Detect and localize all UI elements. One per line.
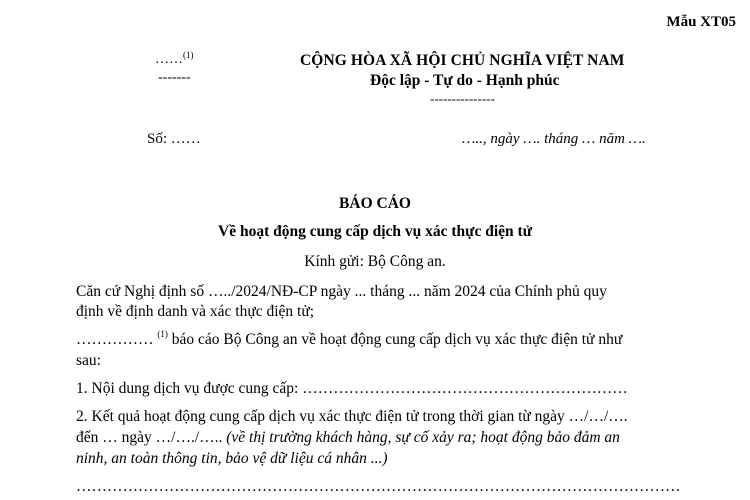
item-2-date-range: đến … ngày …/…./….. [76, 429, 227, 446]
recipient-line: Kính gửi: Bộ Công an. [304, 253, 446, 270]
org-footnote-ref: (1) [183, 50, 194, 60]
item-2-line-1: 2. Kết quả hoạt động cung cấp dịch vụ xác thực điện tử trong thời gian từ ngày …/…/…. [76, 408, 628, 425]
item-2-note-part-1: (về thị trường khách hàng, sự cố xảy ra; hoạt động bảo đảm an [226, 429, 620, 446]
form-code: Mẫu XT05 [666, 14, 736, 30]
report-title: BÁO CÁO [339, 195, 411, 212]
basis-paragraph-line-1: Căn cứ Nghị định số …../2024/NĐ-CP ngày ... tháng ... năm 2024 của Chính phủ quy [76, 283, 607, 300]
report-intro-line-1 [76, 331, 622, 349]
org-placeholder: …… [155, 52, 183, 67]
report-subtitle: Về hoạt động cung cấp dịch vụ xác thực điện tử [218, 223, 532, 240]
fill-in-dots-line: ……………………………………………………………………………………………………… [76, 478, 681, 495]
reporter-footnote-ref: (1) [157, 329, 168, 339]
document-number: Số: …… [147, 131, 201, 147]
motto: Độc lập - Tự do - Hạnh phúc [370, 72, 560, 89]
report-intro-text: báo cáo Bộ Công an về hoạt động cung cấp dịch vụ xác thực điện tử như [167, 331, 623, 348]
item-1-service-content: 1. Nội dung dịch vụ được cung cấp: ……………………………………………………… [76, 380, 628, 397]
report-intro-line-2: sau: [76, 352, 101, 369]
motto-divider: --------------- [430, 91, 495, 106]
nation-heading: CỘNG HÒA XÃ HỘI CHỦ NGHĨA VIỆT NAM [300, 52, 625, 69]
basis-paragraph-line-2: định về định danh và xác thực điện tử; [76, 303, 315, 320]
item-2-note-part-2: ninh, an toàn thông tin, bảo vệ dữ liệu cá nhân ...) [76, 450, 388, 467]
organization-name-placeholder [155, 52, 194, 68]
document-date: ….., ngày …. tháng … năm …. [462, 131, 646, 147]
item-2-line-2 [76, 429, 620, 447]
reporter-placeholder: …………… [76, 331, 154, 348]
org-divider: ------- [158, 70, 191, 85]
